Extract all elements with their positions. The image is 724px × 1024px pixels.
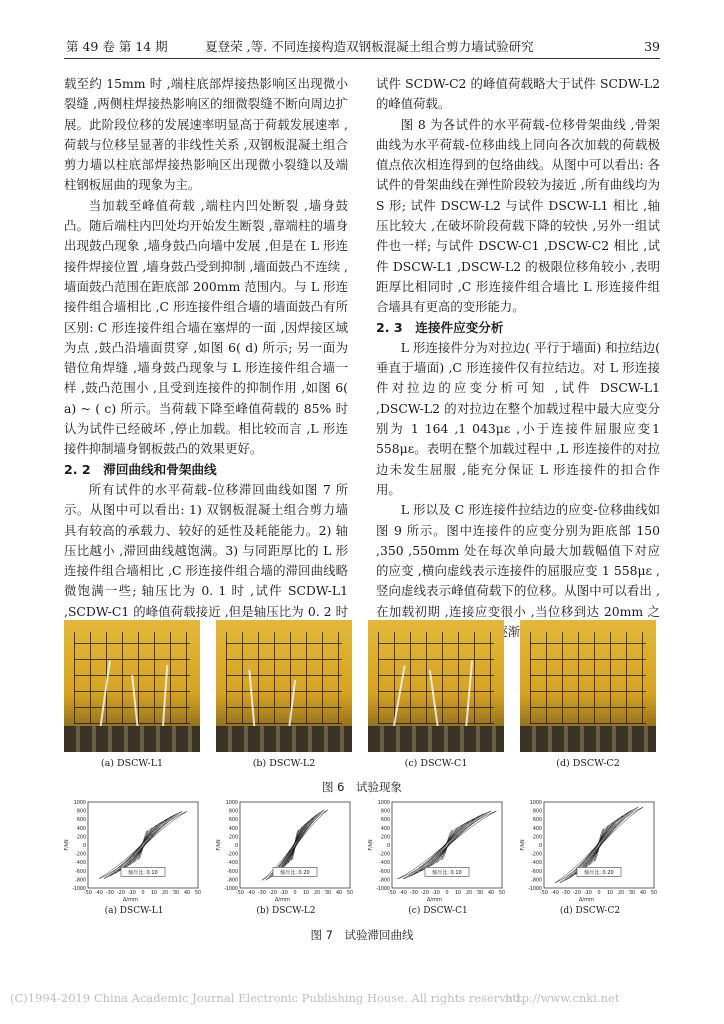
hysteresis-loop bbox=[575, 816, 624, 874]
y-tick-label: -800 bbox=[379, 878, 390, 884]
y-tick-label: -200 bbox=[75, 852, 86, 858]
x-tick-label: 10 bbox=[454, 891, 462, 896]
hysteresis-chart-a bbox=[64, 798, 204, 904]
x-tick-label: -50 bbox=[388, 891, 396, 896]
x-tick-label: -10 bbox=[280, 891, 288, 896]
hysteresis-loop bbox=[277, 818, 314, 872]
y-tick-label: 1000 bbox=[529, 801, 542, 806]
x-tick-label: -20 bbox=[421, 891, 429, 896]
footer-url[interactable]: http://www.cnki.net bbox=[505, 991, 620, 1005]
y-tick-label: 0 bbox=[234, 844, 238, 849]
y-tick-label: 0 bbox=[386, 844, 390, 849]
y-tick-label: 800 bbox=[532, 809, 542, 815]
x-axis-label: Δ/mm bbox=[123, 897, 138, 903]
hysteresis-loop bbox=[119, 819, 168, 870]
y-tick-label: 0 bbox=[82, 844, 86, 849]
x-tick-label: 40 bbox=[183, 891, 191, 896]
page-footer bbox=[10, 990, 714, 1006]
y-tick-label: -400 bbox=[531, 861, 542, 867]
y-axis-label: F/kN bbox=[64, 839, 70, 851]
figure-7c-caption: (c) DSCW-C1 bbox=[408, 906, 468, 916]
y-axis-label: F/kN bbox=[368, 839, 374, 851]
x-tick-label: 0 bbox=[293, 891, 297, 896]
figure-7d-caption: (d) DSCW-C2 bbox=[559, 906, 621, 916]
x-tick-label: 20 bbox=[313, 891, 321, 896]
left-text-column bbox=[64, 74, 348, 642]
section-heading: 2. 3 连接件应变分析 bbox=[376, 319, 504, 335]
y-tick-label: -800 bbox=[75, 878, 86, 884]
y-axis-label: F/kN bbox=[216, 839, 222, 851]
figure-7b-caption: (b) DSCW-L2 bbox=[256, 906, 316, 916]
hysteresis-plot-c bbox=[368, 798, 508, 904]
x-tick-label: 30 bbox=[172, 891, 180, 896]
copyright-notice: (C)1994-2019 China Academic Journal Electronic Publishing House. All rights reserved. bbox=[10, 991, 524, 1005]
y-tick-label: 1000 bbox=[73, 801, 86, 806]
y-tick-label: 200 bbox=[76, 835, 86, 841]
hysteresis-plot-a bbox=[64, 798, 204, 904]
running-header bbox=[64, 36, 660, 59]
test-photo-dscw-l2 bbox=[216, 620, 352, 752]
x-tick-label: -30 bbox=[562, 891, 570, 896]
header-journal-info: 第 49 卷 第 14 期 夏登荣 ,等. 不同连接构造双钢板混凝土组合剪力墙试验研究 bbox=[66, 39, 534, 54]
y-tick-label: -600 bbox=[227, 869, 238, 875]
y-tick-label: 800 bbox=[76, 809, 86, 815]
figure-7-caption: 图 7 试验滞回曲线 bbox=[310, 928, 414, 942]
hysteresis-plot-b bbox=[216, 798, 356, 904]
hysteresis-loop bbox=[436, 827, 458, 862]
figure-7a-caption: (a) DSCW-L1 bbox=[104, 906, 164, 916]
test-photo-dscw-c1 bbox=[368, 620, 504, 752]
x-tick-label: 10 bbox=[150, 891, 158, 896]
y-tick-label: -400 bbox=[75, 861, 86, 867]
axial-ratio-label: 轴压比: 0.20 bbox=[584, 869, 614, 876]
x-tick-label: 10 bbox=[302, 891, 310, 896]
hysteresis-loop bbox=[584, 822, 613, 867]
x-tick-label: 50 bbox=[650, 891, 658, 896]
x-tick-label: -40 bbox=[399, 891, 407, 896]
x-tick-label: -10 bbox=[584, 891, 592, 896]
y-tick-label: 0 bbox=[538, 844, 542, 849]
body-paragraph: 载至约 15mm 时 ,端柱底部焊接热影响区出现微小裂缝 ,两侧柱焊接热影响区的细微裂缝不断向周边扩展。此阶段位移的发展速率明显高于荷载发展速率 ,荷载与位移呈显著的非线性关系 ,双钢板混凝土组合剪力墙以柱底部焊接热影响区出现微小裂缝以及端柱钢板屈曲的现象为主。 bbox=[64, 76, 348, 193]
axial-ratio-label: 轴压比: 0.10 bbox=[128, 869, 158, 876]
figure-6c-caption: (c) DSCW-C1 bbox=[404, 758, 468, 769]
y-axis-label: F/kN bbox=[520, 839, 526, 851]
y-tick-label: 600 bbox=[228, 818, 238, 824]
figure-7-plots bbox=[64, 798, 660, 918]
y-tick-label: 200 bbox=[532, 835, 542, 841]
figure-6b-caption: (b) DSCW-L2 bbox=[252, 758, 316, 769]
x-tick-label: -30 bbox=[106, 891, 114, 896]
figure-6-photos bbox=[64, 620, 660, 770]
y-tick-label: 400 bbox=[532, 826, 542, 832]
hysteresis-chart-b bbox=[216, 798, 356, 904]
y-tick-label: 400 bbox=[380, 826, 390, 832]
page-number: 39 bbox=[644, 39, 660, 54]
body-paragraph: 试件 SCDW-C2 的峰值荷载略大于试件 SCDW-L2 的峰值荷载。 bbox=[376, 76, 660, 112]
y-tick-label: 600 bbox=[380, 818, 390, 824]
y-tick-label: -600 bbox=[531, 869, 542, 875]
figure-6-caption: 图 6 试验现象 bbox=[322, 780, 402, 794]
y-tick-label: -400 bbox=[379, 861, 390, 867]
x-tick-label: 40 bbox=[639, 891, 647, 896]
x-tick-label: 40 bbox=[335, 891, 343, 896]
body-paragraph: L 形以及 C 形连接件拉结边的应变-位移曲线如图 9 所示。图中连接件的应变分别为距底部 150 ,350 ,550mm 处在每次单向最大加载幅值下对应的应变 ,横向虚线表示连接件的屈服应变 1 558με ,竖向虚线表示峰值荷载下的位移。从图中可以看出 ,在加载初期 ,连接应变很小 ,当位移到达 20mm 之 bbox=[376, 502, 660, 619]
x-tick-label: 20 bbox=[161, 891, 169, 896]
y-tick-label: -600 bbox=[75, 869, 86, 875]
x-tick-label: 20 bbox=[465, 891, 473, 896]
y-tick-label: 200 bbox=[380, 835, 390, 841]
body-paragraph: 所有试件的水平荷载-位移滞回曲线如图 7 所示。从图中可以看出: 1) 双钢板混凝土组合剪力墙具有较高的承载力、较好的延性及耗能能力。2) 轴压比越小 ,滞回曲线越饱满。3) 与同距厚比的 L 形连接件组合墙相比 ,C 形连接件组合墙的滞回曲线略微饱满一些; 轴压比为 0. 1 时 ,试件 SCDW-L1 ,SCDW-C1 的峰值荷载接近 ,但是轴压比为 0. 2 时 bbox=[64, 481, 348, 619]
x-tick-label: 0 bbox=[445, 891, 449, 896]
y-tick-label: 800 bbox=[380, 809, 390, 815]
y-tick-label: -800 bbox=[227, 878, 238, 884]
x-tick-label: 30 bbox=[324, 891, 332, 896]
hysteresis-chart-d bbox=[520, 798, 660, 904]
x-axis-label: Δ/mm bbox=[275, 897, 290, 903]
hysteresis-loop bbox=[589, 825, 609, 864]
x-tick-label: 30 bbox=[476, 891, 484, 896]
body-paragraph: L 形连接件分为对拉边( 平行于墙面) 和拉结边( 垂直于墙面) ,C 形连接件仅有拉结边。对 L 形连接件对拉边的应变分析可知 ,试件 DSCW-L1 ,DSCW-L2 的对拉边在整个加载过程中最大应变分别为 1 164 ,1 043με ,小于连接件屈服应变1 558με。表明在整个加载过程中 ,L 形连接件的对拉边未发生屈服 ,能充分保证 L 形连接件的扣合作用。 bbox=[376, 339, 660, 497]
x-tick-label: -40 bbox=[95, 891, 103, 896]
y-tick-label: -600 bbox=[379, 869, 390, 875]
x-tick-label: -40 bbox=[551, 891, 559, 896]
x-tick-label: -50 bbox=[540, 891, 548, 896]
axial-ratio-label: 轴压比: 0.20 bbox=[280, 869, 310, 876]
hysteresis-loop bbox=[420, 819, 475, 871]
y-tick-label: 600 bbox=[532, 818, 542, 824]
figure-6a-caption: (a) DSCW-L1 bbox=[100, 758, 164, 769]
x-tick-label: -20 bbox=[573, 891, 581, 896]
x-tick-label: -40 bbox=[247, 891, 255, 896]
y-tick-label: -1000 bbox=[376, 887, 390, 892]
y-tick-label: 1000 bbox=[225, 801, 238, 806]
x-tick-label: 40 bbox=[487, 891, 495, 896]
x-tick-label: -30 bbox=[410, 891, 418, 896]
x-tick-label: -50 bbox=[84, 891, 92, 896]
right-text-column bbox=[376, 74, 660, 642]
x-tick-label: -50 bbox=[236, 891, 244, 896]
x-tick-label: 50 bbox=[194, 891, 202, 896]
x-axis-label: Δ/mm bbox=[427, 897, 442, 903]
x-tick-label: 10 bbox=[606, 891, 614, 896]
hysteresis-loop bbox=[133, 828, 153, 863]
y-tick-label: 400 bbox=[228, 826, 238, 832]
test-photo-dscw-l1 bbox=[64, 620, 200, 752]
x-tick-label: -20 bbox=[269, 891, 277, 896]
figure-6d-caption: (d) DSCW-C2 bbox=[556, 758, 620, 769]
x-tick-label: 30 bbox=[628, 891, 636, 896]
hysteresis-chart-c bbox=[368, 798, 508, 904]
x-tick-label: 50 bbox=[498, 891, 506, 896]
y-tick-label: -1000 bbox=[224, 887, 238, 892]
x-tick-label: -30 bbox=[258, 891, 266, 896]
x-tick-label: 20 bbox=[617, 891, 625, 896]
y-tick-label: 800 bbox=[228, 809, 238, 815]
x-tick-label: -20 bbox=[117, 891, 125, 896]
hysteresis-loop bbox=[431, 825, 464, 866]
y-tick-label: 200 bbox=[228, 835, 238, 841]
x-tick-label: 50 bbox=[346, 891, 354, 896]
x-tick-label: 0 bbox=[597, 891, 601, 896]
y-tick-label: 400 bbox=[76, 826, 86, 832]
y-tick-label: 1000 bbox=[377, 801, 390, 806]
x-tick-label: 0 bbox=[141, 891, 145, 896]
y-tick-label: -200 bbox=[379, 852, 390, 858]
y-tick-label: -400 bbox=[227, 861, 238, 867]
body-paragraph: 当加载至峰值荷载 ,端柱内凹处断裂 ,墙身鼓凸。随后端柱内凹处均开始发生断裂 ,靠端柱的墙身出现鼓凸现象 ,墙身鼓凸向墙中发展 ,但是在 L 形连接件焊接位置 ,墙身鼓凸受到抑制 ,墙面鼓凸不连续 ,墙面鼓凸范围在距底部 200mm 范围内。与 L 形连接件组合墙相比 ,C 形连接件组合墙的墙面鼓凸有所区别: C 形连接件组合墙在塞焊的一面 ,因焊接区域为点 ,鼓凸沿墙面贯穿 ,如图 6( d) 所示; 另一面为错位角焊缝 ,墙身鼓凸现象与 L 形连接件组合墙一样 ,鼓凸范围小 ,且受到连接件的抑制作用 ,如图 6( a) ~ ( c) 所示。当荷载下降至峰值荷载的 85% 时认为试件已经破坏 ,停止加载。相比较而言 ,L 形连接件抑制墙身钢板鼓凸的效果更好。 bbox=[64, 197, 348, 457]
y-tick-label: -1000 bbox=[528, 887, 542, 892]
hysteresis-loop bbox=[284, 824, 306, 866]
section-heading: 2. 2 滞回曲线和骨架曲线 bbox=[64, 461, 217, 477]
hysteresis-loop bbox=[128, 825, 157, 865]
x-tick-label: -10 bbox=[128, 891, 136, 896]
y-tick-label: -200 bbox=[227, 852, 238, 858]
y-tick-label: -200 bbox=[531, 852, 542, 858]
test-photo-dscw-c2 bbox=[520, 620, 656, 752]
x-axis-label: Δ/mm bbox=[579, 897, 594, 903]
y-tick-label: -800 bbox=[531, 878, 542, 884]
x-tick-label: -10 bbox=[432, 891, 440, 896]
y-tick-label: 600 bbox=[76, 818, 86, 824]
body-paragraph: 图 8 为各试件的水平荷载-位移骨架曲线 ,骨架曲线为水平荷载-位移曲线上同向各次加载的荷载极值点依次相连得到的包络曲线。从图中可以看出: 各试件的骨架曲线在弹性阶段较为接近 ,所有曲线均为 S 形; 试件 DSCW-L2 与试件 DSCW-L1 相比 ,轴压比较大 ,在破坏阶段荷载下降的较快 ,另外一组试件也一样; 与试件 DSCW-C1 ,DSCW-C2 相比 ,试件 DSCW-L1 ,DSCW-L2 的极限位移角较小 ,表明距厚比相同时 ,C 形连接件组合墙比 L 形连接件组合墙具有更高的变形能力。 bbox=[376, 116, 660, 315]
y-tick-label: -1000 bbox=[72, 887, 86, 892]
hysteresis-plot-d bbox=[520, 798, 660, 904]
axial-ratio-label: 轴压比: 0.10 bbox=[432, 869, 462, 876]
